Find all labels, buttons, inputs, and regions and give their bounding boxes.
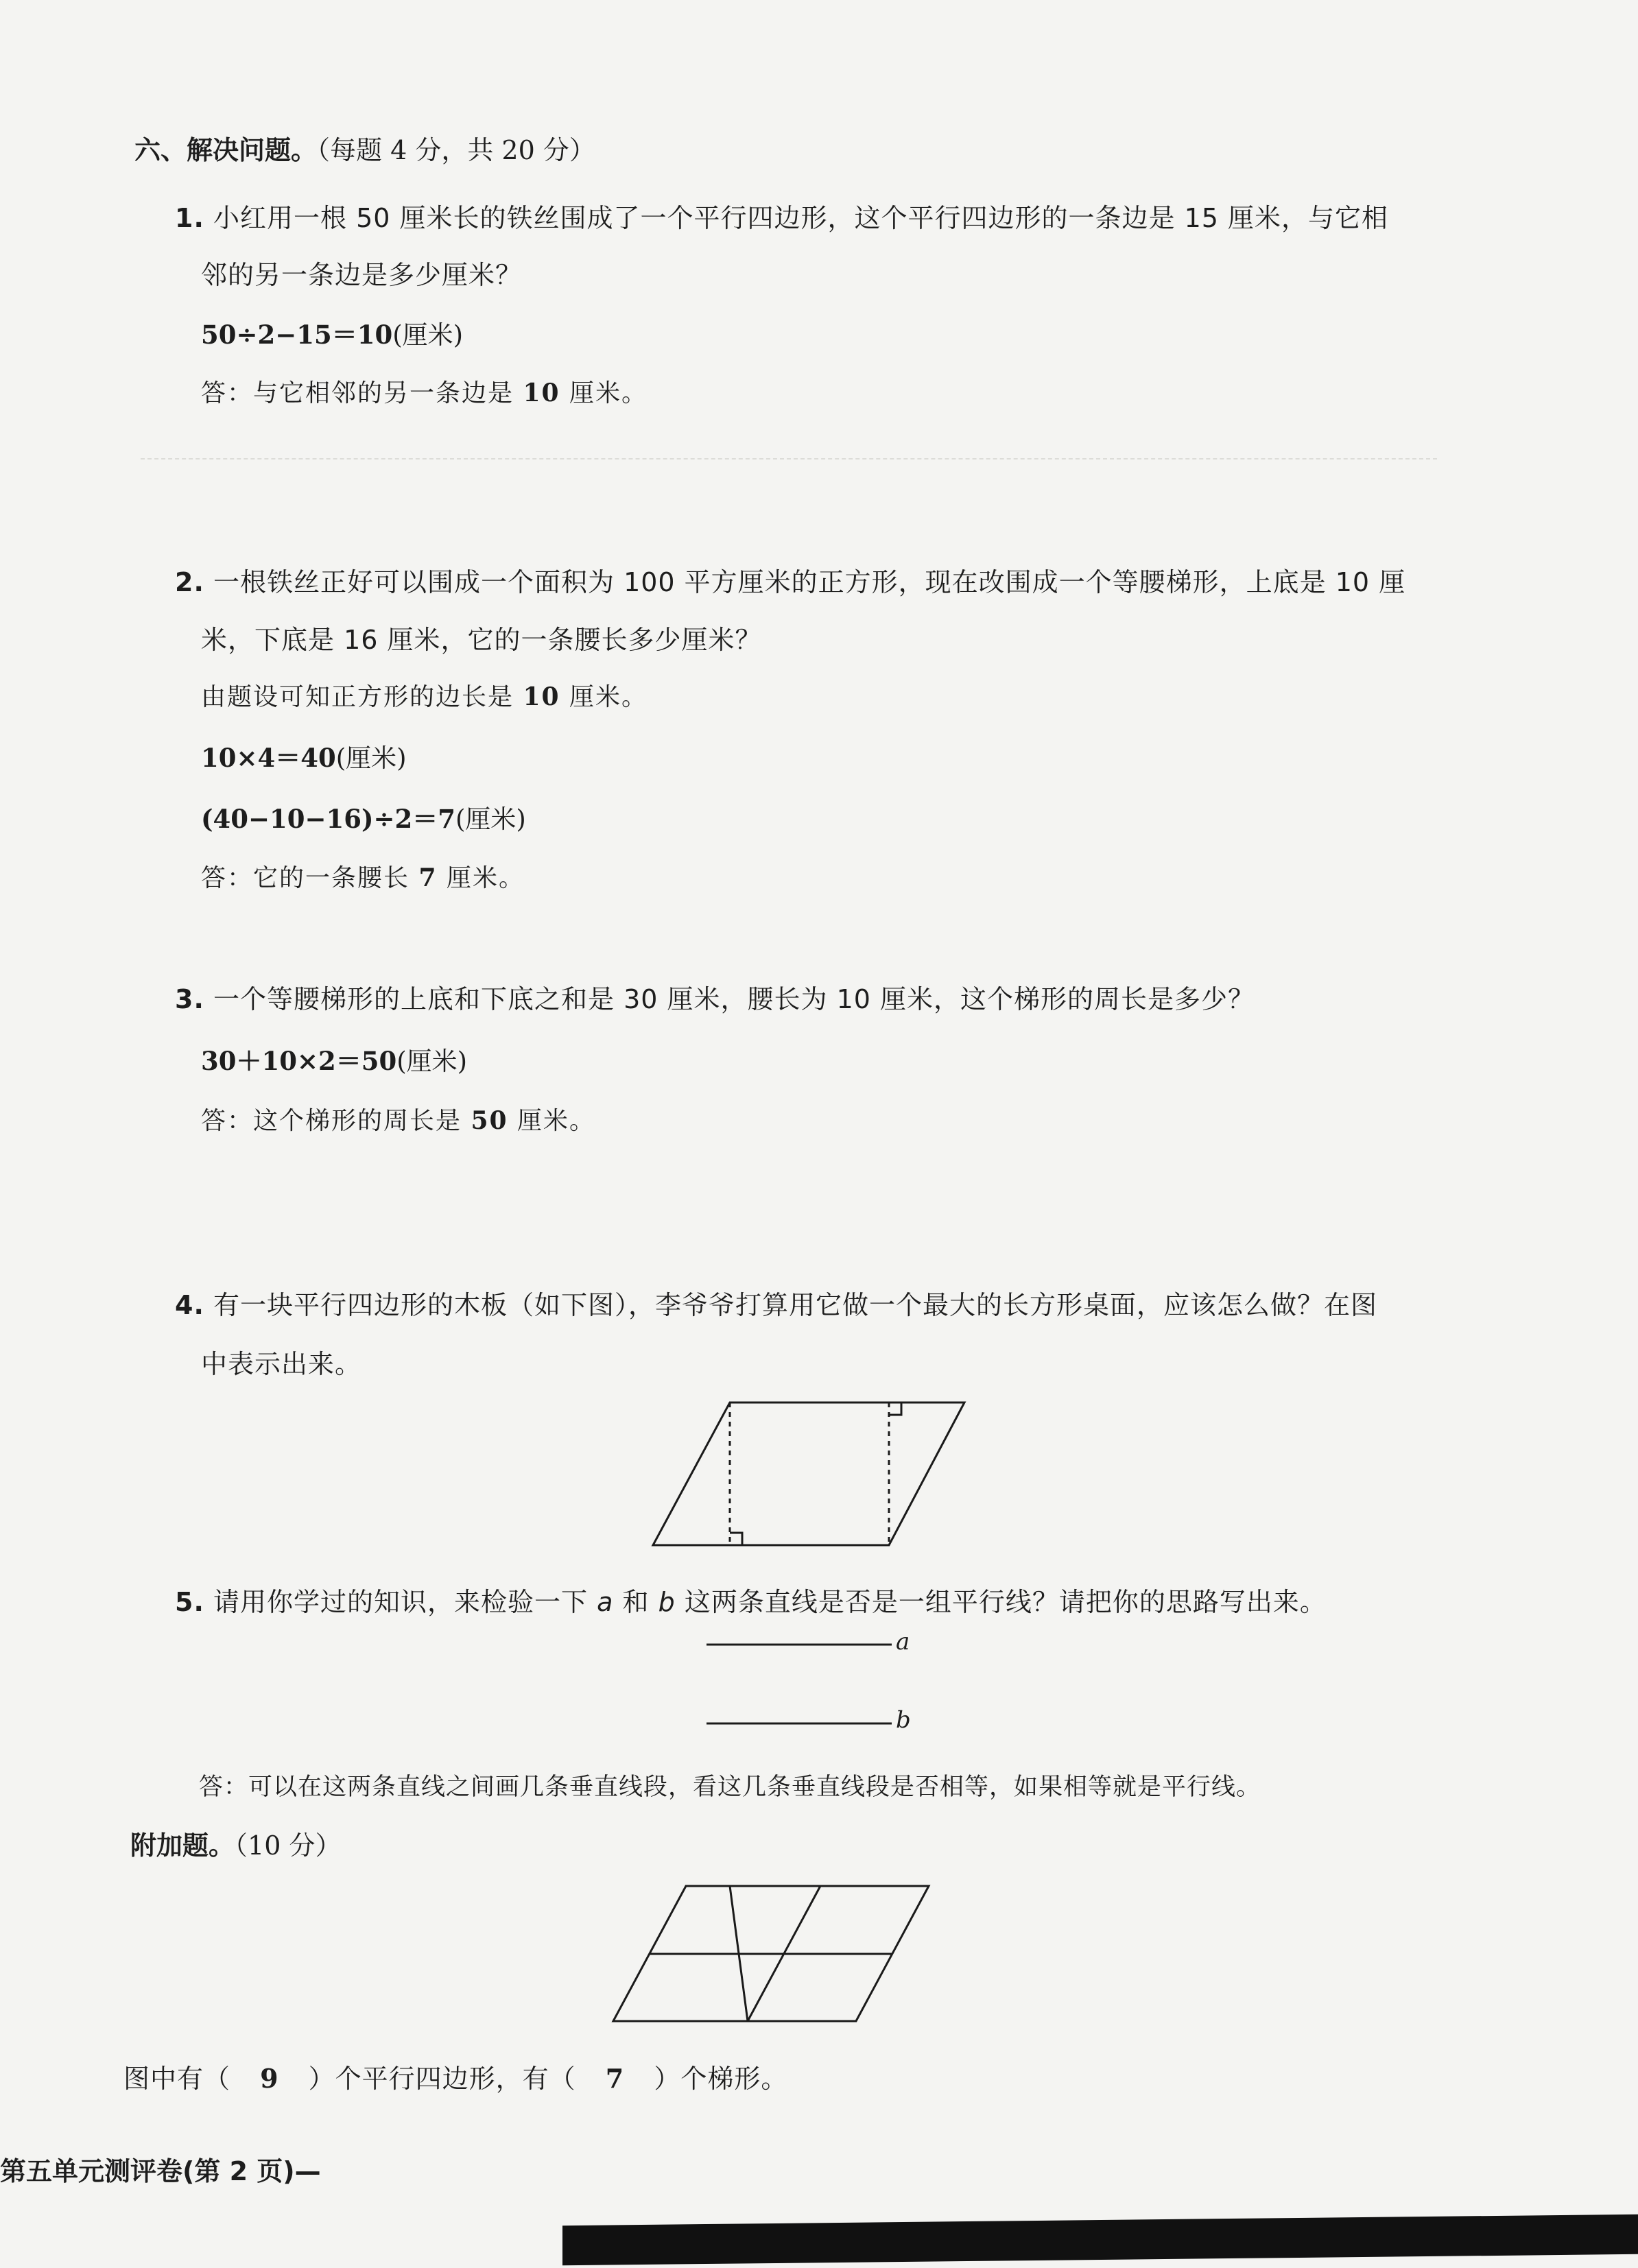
section-note: （每题 4 分，共 20 分） [317, 135, 595, 165]
q2-step1-value: 10 [523, 682, 560, 711]
q2-answer-suffix: 厘米。 [446, 864, 525, 892]
q1-answer-value: 10 [523, 379, 560, 407]
bonus-answer-part3: ）个梯形。 [654, 2064, 788, 2094]
q2-text-line1: 一根铁丝正好可以围成一个面积为 100 平方厘米的正方形，现在改围成一个等腰梯形，上底是 10 厘 [213, 567, 1406, 597]
page-footer: 第五单元测评卷(第 2 页)— [0, 2156, 321, 2186]
q4-number: 4. [175, 1290, 204, 1320]
q2-text-line2: 米，下底是 16 厘米，它的一条腰长多少厘米？ [201, 625, 762, 655]
q3-answer-value: 50 [471, 1106, 508, 1135]
q3-calc-expr: 30＋10×2＝50 [201, 1046, 397, 1076]
q2-answer-prefix: 答：它的一条腰长 [201, 864, 410, 892]
q2-step1-prefix: 由题设可知正方形的边长是 [201, 683, 514, 711]
q4-text-line1: 有一块平行四边形的木板（如下图），李爷爷打算用它做一个最大的长方形桌面，应该怎么做？在图 [213, 1290, 1377, 1320]
q3-calc-unit: (厘米) [396, 1047, 468, 1076]
bonus-trapezoid-count: 7 [605, 2063, 625, 2094]
q2-calc2-unit: (厘米) [455, 804, 526, 834]
q5-line-b-label: b [896, 1706, 911, 1734]
bonus-note: （10 分） [235, 1830, 342, 1861]
q1-calc-unit: (厘米) [392, 320, 464, 350]
q1-number: 1. [175, 203, 204, 233]
q1-answer-prefix: 答：与它相邻的另一条边是 [201, 379, 514, 407]
bonus-parallelogram-count: 9 [260, 2063, 279, 2094]
q5-text-after: 这两条直线是否是一组平行线？请把你的思路写出来。 [684, 1587, 1327, 1617]
q2-calc1-unit: (厘米) [335, 743, 407, 773]
q4-text-line2: 中表示出来。 [201, 1349, 362, 1379]
q5-line-a-label: a [896, 1628, 910, 1656]
q3-answer-suffix: 厘米。 [517, 1107, 596, 1135]
q5-var-a: a [597, 1587, 614, 1617]
q2-answer-value: 7 [418, 863, 438, 892]
q3-text-line1: 一个等腰梯形的上底和下底之和是 30 厘米，腰长为 10 厘米，这个梯形的周长是多少？ [213, 984, 1255, 1014]
q5-var-b: b [658, 1587, 676, 1617]
bonus-answer-part2: ）个平行四边形，有（ [308, 2064, 576, 2094]
q3-answer-prefix: 答：这个梯形的周长是 [201, 1107, 462, 1135]
q2-number: 2. [175, 567, 204, 597]
bonus-answer-part1: 图中有（ [123, 2064, 231, 2094]
q5-text-before: 请用你学过的知识，来检验一下 [213, 1587, 588, 1617]
q5-number: 5. [175, 1587, 204, 1617]
bonus-title: 附加题。 [130, 1830, 235, 1861]
q2-calc2-expr: (40−10−16)÷2＝7 [201, 804, 455, 834]
q1-text-line1: 小红用一根 50 厘米长的铁丝围成了一个平行四边形，这个平行四边形的一条边是 15 厘米，与它相 [213, 203, 1389, 233]
bonus-answer [123, 2057, 787, 2095]
q5-text-mid: 和 [622, 1587, 650, 1617]
q2-calc1-expr: 10×4＝40 [201, 743, 336, 773]
q5-answer: 答：可以在这两条直线之间画几条垂直线段，看这几条垂直线段是否相等，如果相等就是平行线。 [199, 1774, 1261, 1801]
q1-answer-suffix: 厘米。 [569, 379, 648, 407]
section-title: 六、解决问题。 [134, 135, 318, 165]
q2-step1-suffix: 厘米。 [569, 683, 648, 711]
q1-text-line2: 邻的另一条边是多少厘米？ [201, 260, 523, 290]
q1-calc-expr: 50÷2−15＝10 [201, 320, 393, 350]
q3-number: 3. [175, 984, 204, 1014]
